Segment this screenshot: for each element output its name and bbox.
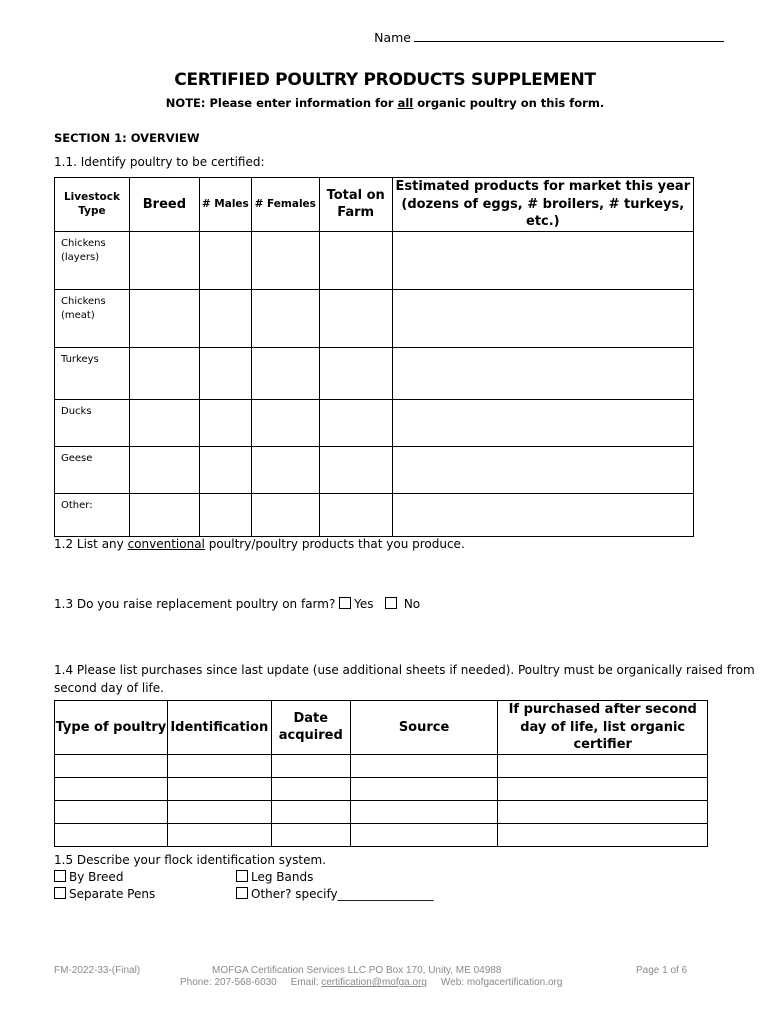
header-males: # Males [199, 178, 251, 232]
cell-input[interactable] [392, 347, 693, 399]
cell-input[interactable] [251, 399, 319, 446]
cell-input[interactable] [392, 446, 693, 493]
cell-input[interactable] [319, 289, 392, 347]
cell-input[interactable] [251, 231, 319, 289]
separate-pens-checkbox[interactable] [54, 887, 66, 899]
form-note: NOTE: Please enter information for all organic poultry on this form. [165, 96, 605, 110]
header-type-of-poultry: Type of poultry [55, 701, 168, 755]
table-row [55, 446, 694, 493]
form-title: CERTIFIED POULTRY PRODUCTS SUPPLEMENT [174, 70, 596, 90]
cell-input[interactable] [498, 800, 708, 823]
cell-input[interactable] [350, 800, 498, 823]
table-row [55, 823, 708, 846]
question-1-5: 1.5 Describe your flock identification system. [54, 853, 326, 867]
footer-contact: Phone: 207-568-6030 Email: certification@mofga.org Web: mofgacertification.org [180, 977, 563, 988]
cell-input[interactable] [392, 289, 693, 347]
cell-input[interactable] [350, 777, 498, 800]
cell-input[interactable] [498, 754, 708, 777]
question-1-3: 1.3 Do you raise replacement poultry on farm? Yes No [54, 597, 421, 611]
by-breed-checkbox[interactable] [54, 870, 66, 882]
table-row [55, 289, 694, 347]
cell-input[interactable] [55, 800, 168, 823]
no-label: No [403, 597, 421, 611]
header-source: Source [350, 701, 498, 755]
header-livestock-type: Livestock Type [55, 178, 130, 232]
cell-input[interactable] [167, 800, 271, 823]
name-field[interactable] [374, 28, 724, 45]
header-females: # Females [251, 178, 319, 232]
row-label-ducks: Ducks [55, 399, 130, 446]
cell-input[interactable] [199, 446, 251, 493]
cell-input[interactable] [129, 399, 199, 446]
cell-input[interactable] [55, 823, 168, 846]
cell-input[interactable] [319, 446, 392, 493]
cell-input[interactable] [392, 493, 693, 536]
cell-input[interactable] [498, 777, 708, 800]
cell-input[interactable] [271, 823, 350, 846]
row-label-turkeys: Turkeys [55, 347, 130, 399]
header-date-acquired: Date acquired [271, 701, 350, 755]
cell-input[interactable] [199, 231, 251, 289]
note-emphasis: all [397, 96, 414, 110]
cell-input[interactable] [271, 800, 350, 823]
table-row [55, 399, 694, 446]
cell-input[interactable] [319, 493, 392, 536]
cell-input[interactable] [167, 823, 271, 846]
row-label-chickens-meat: Chickens (meat) [55, 289, 130, 347]
cell-input[interactable] [319, 347, 392, 399]
row-label-geese: Geese [55, 446, 130, 493]
cell-input[interactable] [129, 231, 199, 289]
cell-input[interactable] [199, 399, 251, 446]
footer-page-number: Page 1 of 6 [636, 965, 688, 976]
option-separate-pens: Separate Pens [54, 887, 155, 901]
purchases-table [54, 700, 708, 847]
header-total-on-farm: Total on Farm [319, 178, 392, 232]
table-header-row [55, 701, 708, 755]
question-1-4-line2: second day of life. [54, 681, 164, 695]
table-row [55, 347, 694, 399]
no-checkbox[interactable] [385, 597, 397, 609]
cell-input[interactable] [199, 289, 251, 347]
poultry-table [54, 177, 694, 537]
cell-input[interactable] [392, 399, 693, 446]
table-row [55, 777, 708, 800]
section-heading: SECTION 1: OVERVIEW [54, 131, 200, 145]
cell-input[interactable] [129, 347, 199, 399]
cell-input[interactable] [350, 823, 498, 846]
footer-email-link[interactable]: certification@mofga.org [321, 977, 427, 988]
row-label-chickens-layers: Chickens (layers) [55, 231, 130, 289]
header-estimated-products: Estimated products for market this year (dozens of eggs, # broilers, # turkeys, etc.) [392, 178, 693, 232]
yes-label: Yes [354, 597, 374, 611]
option-by-breed: By Breed [54, 870, 123, 884]
cell-input[interactable] [350, 754, 498, 777]
cell-input[interactable] [251, 493, 319, 536]
cell-input[interactable] [167, 777, 271, 800]
cell-input[interactable] [167, 754, 271, 777]
cell-input[interactable] [392, 231, 693, 289]
cell-input[interactable] [498, 823, 708, 846]
leg-bands-checkbox[interactable] [236, 870, 248, 882]
option-leg-bands: Leg Bands [236, 870, 313, 884]
header-identification: Identification [167, 701, 271, 755]
yes-checkbox[interactable] [339, 597, 351, 609]
cell-input[interactable] [129, 493, 199, 536]
header-breed: Breed [129, 178, 199, 232]
cell-input[interactable] [55, 754, 168, 777]
footer-form-id: FM-2022-33-(Final) [54, 965, 141, 976]
cell-input[interactable] [251, 347, 319, 399]
option-other: Other? specify________________ [236, 887, 434, 901]
table-row [55, 800, 708, 823]
table-row [55, 754, 708, 777]
table-row [55, 231, 694, 289]
cell-input[interactable] [55, 777, 168, 800]
cell-input[interactable] [251, 446, 319, 493]
cell-input[interactable] [199, 493, 251, 536]
name-label: Name [374, 30, 411, 45]
table-header-row [55, 178, 694, 232]
cell-input[interactable] [271, 754, 350, 777]
row-label-other: Other: [55, 493, 130, 536]
cell-input[interactable] [319, 231, 392, 289]
question-1-4-line1: 1.4 Please list purchases since last update (use additional sheets if needed). Poultry must be organically raised from [54, 663, 755, 677]
cell-input[interactable] [129, 446, 199, 493]
cell-input[interactable] [199, 347, 251, 399]
footer-org-line: MOFGA Certification Services LLC PO Box 170, Unity, ME 04988 [212, 965, 502, 976]
cell-input[interactable] [129, 289, 199, 347]
table-row [55, 493, 694, 536]
question-1-1: 1.1. Identify poultry to be certified: [54, 155, 265, 169]
cell-input[interactable] [271, 777, 350, 800]
footer-phone: Phone: 207-568-6030 [180, 977, 277, 988]
conventional-emphasis: conventional [127, 537, 205, 551]
cell-input[interactable] [251, 289, 319, 347]
cell-input[interactable] [319, 399, 392, 446]
header-organic-certifier: If purchased after second day of life, list organic certifier [498, 701, 708, 755]
name-blank[interactable] [414, 28, 724, 42]
footer-web: Web: mofgacertification.org [440, 977, 563, 988]
other-checkbox[interactable] [236, 887, 248, 899]
question-1-2: 1.2 List any conventional poultry/poultry products that you produce. [54, 537, 465, 551]
